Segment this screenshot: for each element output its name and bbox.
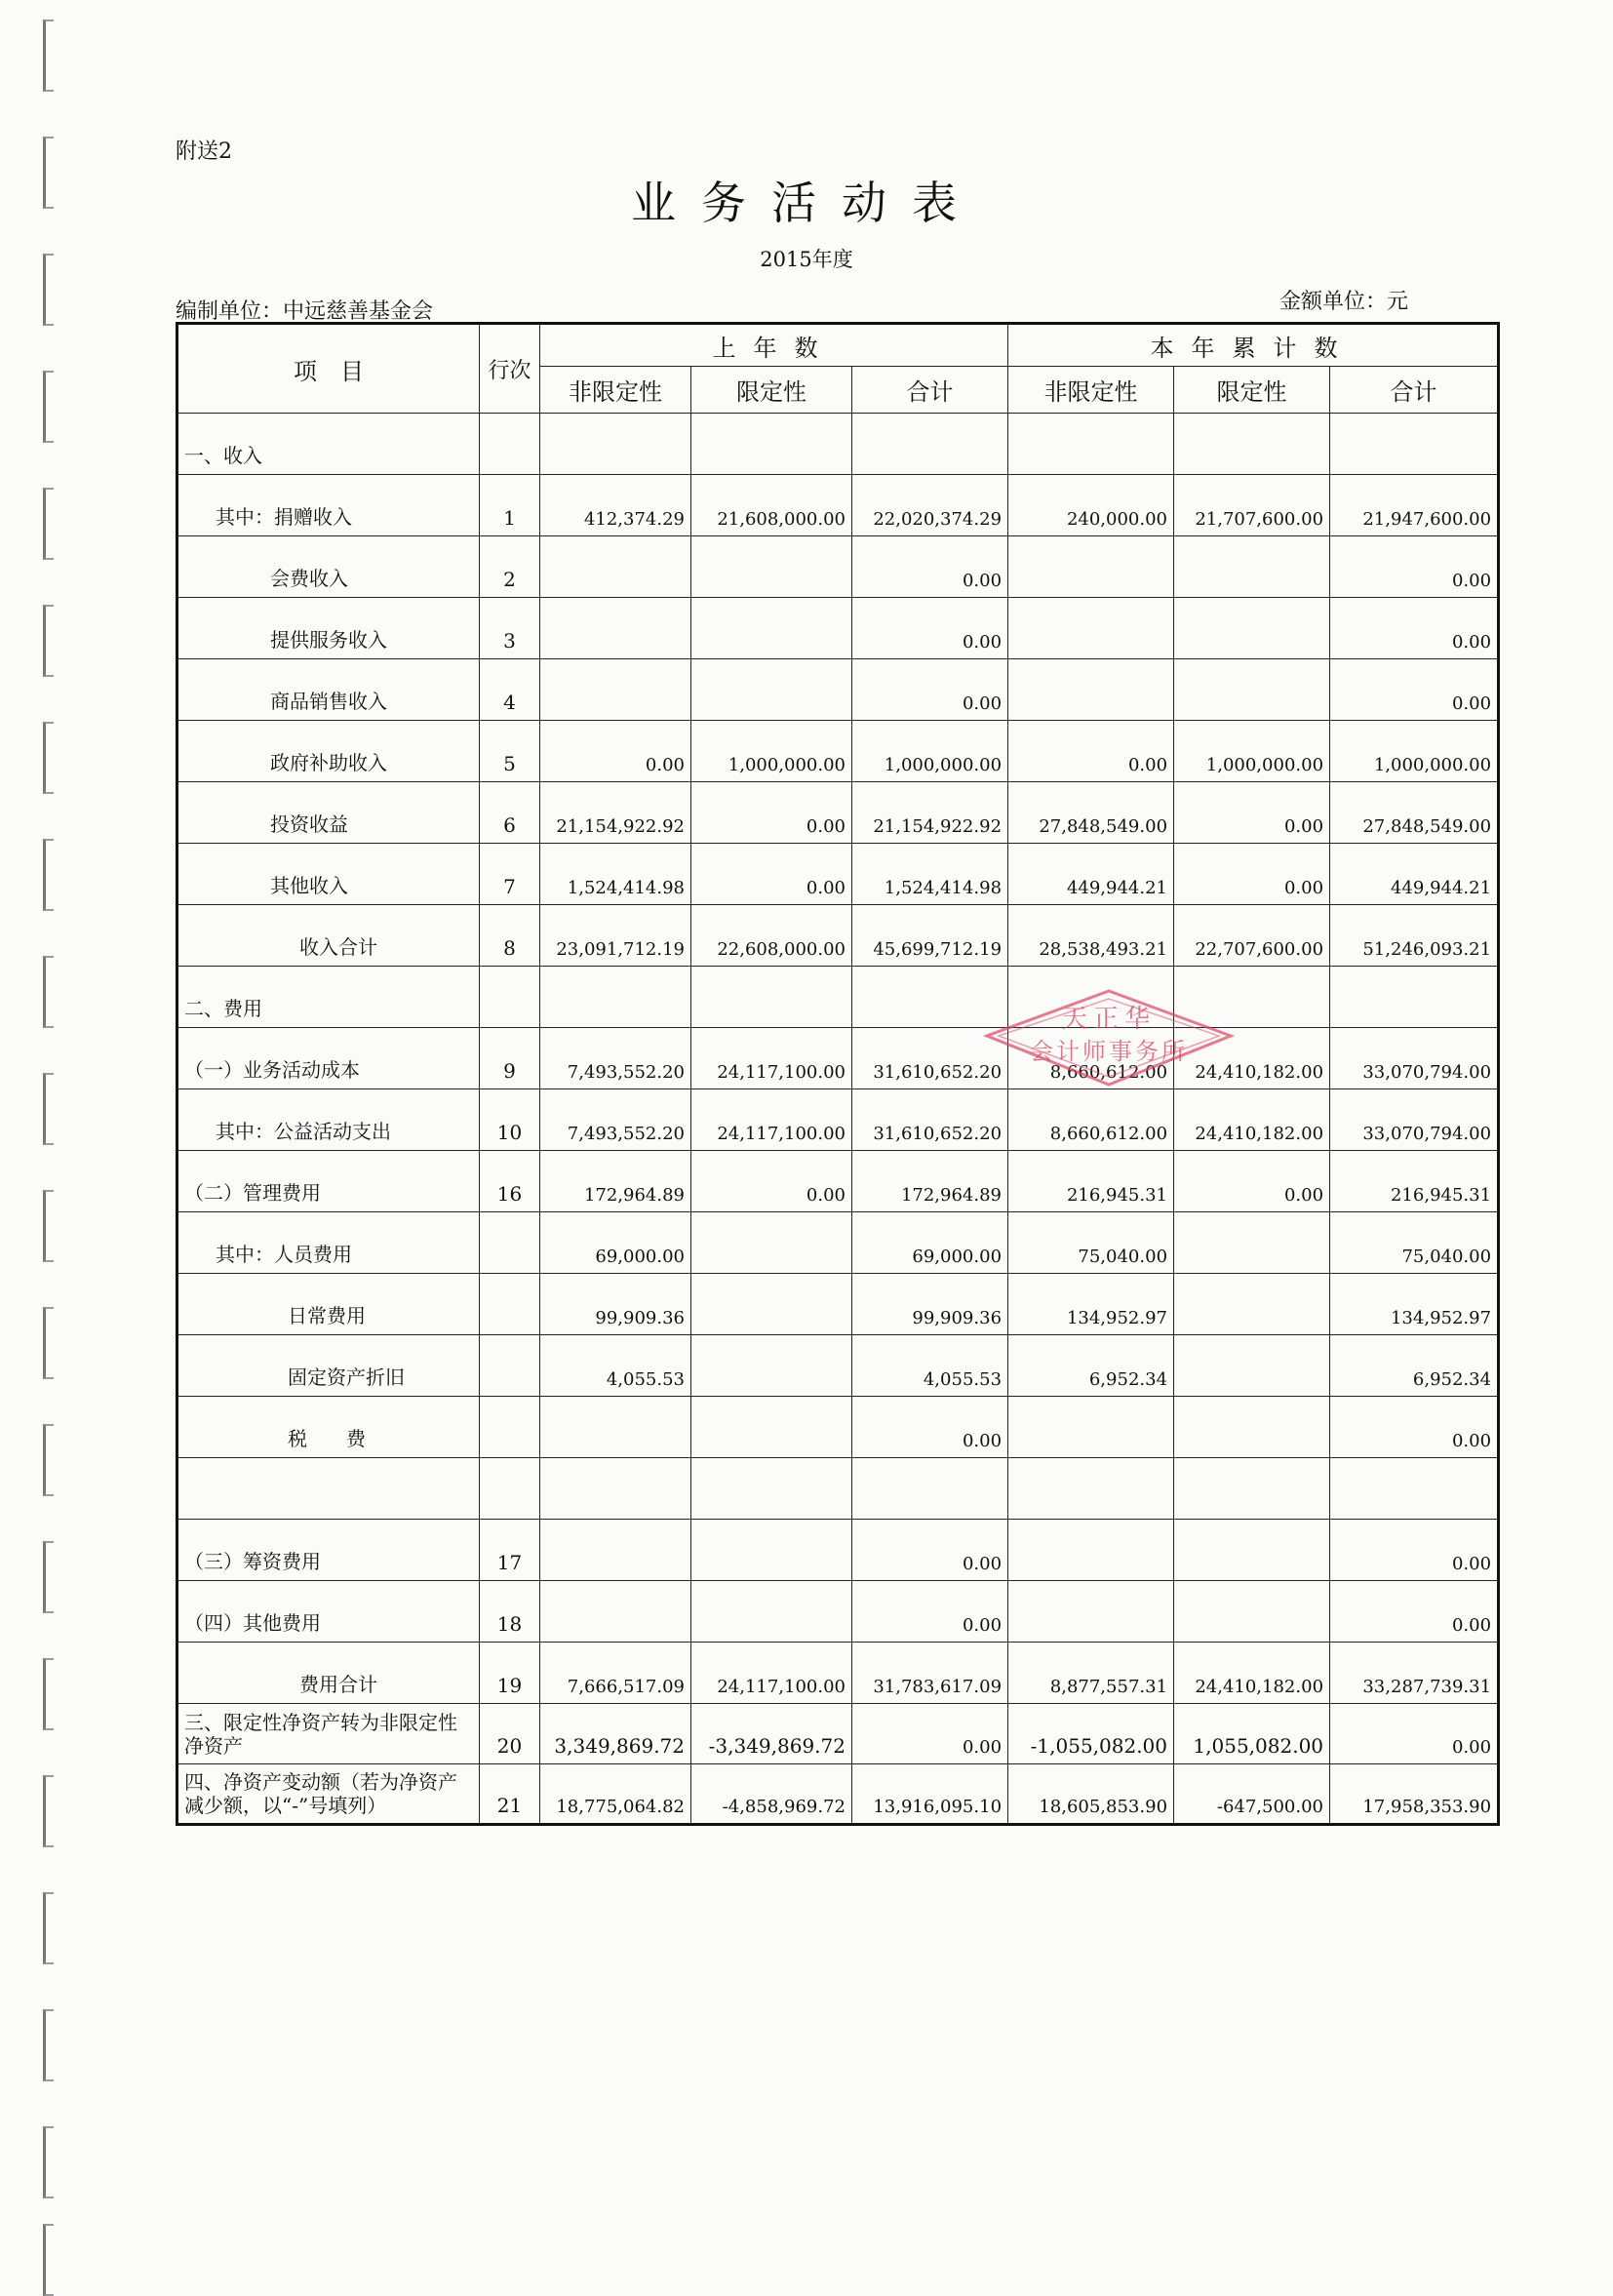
prior-restricted-value xyxy=(691,1458,852,1520)
prior-unrestricted-value xyxy=(540,1458,691,1520)
current-total-value: 1,000,000.00 xyxy=(1330,721,1499,782)
item-column-header: 项 目 xyxy=(177,324,480,414)
current-restricted-value: 22,707,600.00 xyxy=(1174,905,1330,967)
current-unrestricted-value: 449,944.21 xyxy=(1008,844,1174,905)
prior-unrestricted-value: 18,775,064.82 xyxy=(540,1764,691,1825)
prior-restricted-value xyxy=(691,414,852,475)
current-unrestricted-value: 18,605,853.90 xyxy=(1008,1764,1174,1825)
row-label: 三、限定性净资产转为非限定性净资产 xyxy=(177,1704,480,1764)
current-restricted-value xyxy=(1174,1581,1330,1643)
row-line-number: 1 xyxy=(480,475,540,536)
current-unrestricted-value xyxy=(1008,967,1174,1028)
current-restricted-value: 0.00 xyxy=(1174,844,1330,905)
current-unrestricted-value: 6,952.34 xyxy=(1008,1335,1174,1397)
row-label: 政府补助收入 xyxy=(177,721,480,782)
current-total-value: 27,848,549.00 xyxy=(1330,782,1499,844)
prior-unrestricted-value xyxy=(540,1520,691,1581)
attachment-label: 附送2 xyxy=(176,139,232,164)
prior-restricted-value: 0.00 xyxy=(691,844,852,905)
prior-unrestricted-value: 21,154,922.92 xyxy=(540,782,691,844)
current-restricted-value: 0.00 xyxy=(1174,782,1330,844)
prior-total-value: 22,020,374.29 xyxy=(852,475,1008,536)
binder-hole-marks xyxy=(37,20,76,2263)
prior-total-value: 0.00 xyxy=(852,598,1008,659)
current-total-value: 0.00 xyxy=(1330,1704,1499,1764)
prior-unrestricted-value: 7,493,552.20 xyxy=(540,1089,691,1151)
current-unrestricted-value: -1,055,082.00 xyxy=(1008,1704,1174,1764)
report-year: 2015年度 xyxy=(760,248,853,271)
line-number-column-header: 行次 xyxy=(480,324,540,414)
current-restricted-value: 0.00 xyxy=(1174,1151,1330,1212)
prior-total-value xyxy=(852,414,1008,475)
prior-total-value: 1,524,414.98 xyxy=(852,844,1008,905)
prior-unrestricted-value: 69,000.00 xyxy=(540,1212,691,1274)
current-unrestricted-value xyxy=(1008,1458,1174,1520)
current-total-value: 6,952.34 xyxy=(1330,1335,1499,1397)
prior-unrestricted-value: 7,493,552.20 xyxy=(540,1028,691,1089)
current-restricted-value xyxy=(1174,967,1330,1028)
activity-statement-table xyxy=(176,322,1500,1826)
prior-year-group-header: 上年数 xyxy=(540,324,1008,367)
current-restricted-value xyxy=(1174,1212,1330,1274)
current-unrestricted-value: 27,848,549.00 xyxy=(1008,782,1174,844)
row-line-number: 2 xyxy=(480,536,540,598)
current-year-group-header: 本年累计数 xyxy=(1008,324,1499,367)
prior-restricted-value: 22,608,000.00 xyxy=(691,905,852,967)
current-restricted-value xyxy=(1174,536,1330,598)
prior-total-value xyxy=(852,967,1008,1028)
table-row xyxy=(177,1704,1499,1764)
current-restricted-value: 24,410,182.00 xyxy=(1174,1643,1330,1704)
current-unrestricted-value: 216,945.31 xyxy=(1008,1151,1174,1212)
prior-restricted-header: 限定性 xyxy=(691,367,852,414)
prior-total-value: 69,000.00 xyxy=(852,1212,1008,1274)
prior-unrestricted-value xyxy=(540,598,691,659)
current-unrestricted-value: 134,952.97 xyxy=(1008,1274,1174,1335)
row-label: 四、净资产变动额（若为净资产减少额，以“-”号填列） xyxy=(177,1764,480,1825)
row-label: 提供服务收入 xyxy=(177,598,480,659)
prior-total-value xyxy=(852,1458,1008,1520)
row-label: 税 费 xyxy=(177,1397,480,1458)
current-total-value: 216,945.31 xyxy=(1330,1151,1499,1212)
table-row xyxy=(177,1151,1499,1212)
row-line-number: 9 xyxy=(480,1028,540,1089)
table-row xyxy=(177,1212,1499,1274)
prior-total-value: 4,055.53 xyxy=(852,1335,1008,1397)
row-line-number xyxy=(480,1274,540,1335)
table-row xyxy=(177,1089,1499,1151)
current-unrestricted-header: 非限定性 xyxy=(1008,367,1174,414)
row-label: 商品销售收入 xyxy=(177,659,480,721)
current-total-header: 合计 xyxy=(1330,367,1499,414)
prior-unrestricted-value: 99,909.36 xyxy=(540,1274,691,1335)
prior-unrestricted-value xyxy=(540,414,691,475)
current-restricted-value: 1,055,082.00 xyxy=(1174,1704,1330,1764)
row-label: 其中：公益活动支出 xyxy=(177,1089,480,1151)
currency-unit: 金额单位：元 xyxy=(1279,290,1409,314)
current-unrestricted-value: 0.00 xyxy=(1008,721,1174,782)
row-label: （二）管理费用 xyxy=(177,1151,480,1212)
current-total-value: 134,952.97 xyxy=(1330,1274,1499,1335)
row-line-number: 18 xyxy=(480,1581,540,1643)
current-total-value: 33,070,794.00 xyxy=(1330,1089,1499,1151)
table-row xyxy=(177,1520,1499,1581)
prior-restricted-value: 24,117,100.00 xyxy=(691,1089,852,1151)
document-title: 业务活动表 xyxy=(631,177,982,229)
prior-total-value: 172,964.89 xyxy=(852,1151,1008,1212)
prior-total-value: 31,783,617.09 xyxy=(852,1643,1008,1704)
table-row xyxy=(177,1335,1499,1397)
current-unrestricted-value xyxy=(1008,1520,1174,1581)
current-restricted-value xyxy=(1174,1458,1330,1520)
prior-total-header: 合计 xyxy=(852,367,1008,414)
current-restricted-value xyxy=(1174,659,1330,721)
prior-restricted-value xyxy=(691,536,852,598)
prior-unrestricted-value: 23,091,712.19 xyxy=(540,905,691,967)
row-label: 会费收入 xyxy=(177,536,480,598)
table-row xyxy=(177,844,1499,905)
current-restricted-value xyxy=(1174,598,1330,659)
table-row xyxy=(177,967,1499,1028)
prior-total-value: 0.00 xyxy=(852,1581,1008,1643)
prior-restricted-value: -4,858,969.72 xyxy=(691,1764,852,1825)
prior-unrestricted-value xyxy=(540,536,691,598)
prior-unrestricted-value: 412,374.29 xyxy=(540,475,691,536)
table-row xyxy=(177,1458,1499,1520)
current-restricted-header: 限定性 xyxy=(1174,367,1330,414)
current-unrestricted-value: 8,660,612.00 xyxy=(1008,1089,1174,1151)
row-line-number xyxy=(480,1458,540,1520)
table-row xyxy=(177,1274,1499,1335)
prior-restricted-value xyxy=(691,1397,852,1458)
row-line-number: 10 xyxy=(480,1089,540,1151)
row-line-number: 7 xyxy=(480,844,540,905)
prior-total-value: 1,000,000.00 xyxy=(852,721,1008,782)
current-restricted-value xyxy=(1174,1520,1330,1581)
current-restricted-value xyxy=(1174,1397,1330,1458)
current-unrestricted-value xyxy=(1008,659,1174,721)
prior-total-value: 0.00 xyxy=(852,536,1008,598)
prior-total-value: 0.00 xyxy=(852,659,1008,721)
prior-restricted-value: 24,117,100.00 xyxy=(691,1028,852,1089)
current-unrestricted-value xyxy=(1008,598,1174,659)
prior-restricted-value: -3,349,869.72 xyxy=(691,1704,852,1764)
row-label: （三）筹资费用 xyxy=(177,1520,480,1581)
table-row xyxy=(177,598,1499,659)
row-label: 其中：人员费用 xyxy=(177,1212,480,1274)
current-restricted-value: -647,500.00 xyxy=(1174,1764,1330,1825)
row-line-number: 6 xyxy=(480,782,540,844)
prior-total-value: 31,610,652.20 xyxy=(852,1028,1008,1089)
prior-total-value: 0.00 xyxy=(852,1704,1008,1764)
current-total-value: 75,040.00 xyxy=(1330,1212,1499,1274)
row-line-number xyxy=(480,1335,540,1397)
table-row xyxy=(177,659,1499,721)
prior-total-value: 0.00 xyxy=(852,1520,1008,1581)
row-label xyxy=(177,1458,480,1520)
table-row xyxy=(177,1764,1499,1825)
row-label: 费用合计 xyxy=(177,1643,480,1704)
prior-restricted-value: 24,117,100.00 xyxy=(691,1643,852,1704)
auditor-seal-firm: 会计师事务所 xyxy=(1030,1038,1188,1065)
table-row xyxy=(177,905,1499,967)
row-line-number: 3 xyxy=(480,598,540,659)
table-row xyxy=(177,782,1499,844)
current-total-value xyxy=(1330,414,1499,475)
prior-unrestricted-value: 0.00 xyxy=(540,721,691,782)
auditor-seal-name: 天正华 xyxy=(1061,1005,1156,1034)
prior-unrestricted-value: 172,964.89 xyxy=(540,1151,691,1212)
current-restricted-value xyxy=(1174,1335,1330,1397)
prior-total-value: 13,916,095.10 xyxy=(852,1764,1008,1825)
row-label: 一、收入 xyxy=(177,414,480,475)
prior-total-value: 21,154,922.92 xyxy=(852,782,1008,844)
current-restricted-value xyxy=(1174,1274,1330,1335)
current-unrestricted-value: 8,877,557.31 xyxy=(1008,1643,1174,1704)
prior-restricted-value: 0.00 xyxy=(691,782,852,844)
row-label: 其他收入 xyxy=(177,844,480,905)
current-unrestricted-value: 8,660,612.00 xyxy=(1008,1028,1174,1089)
prior-restricted-value xyxy=(691,967,852,1028)
current-restricted-value xyxy=(1174,414,1330,475)
prior-total-value: 0.00 xyxy=(852,1397,1008,1458)
table-row xyxy=(177,414,1499,475)
current-restricted-value: 21,707,600.00 xyxy=(1174,475,1330,536)
row-line-number xyxy=(480,414,540,475)
table-row xyxy=(177,1397,1499,1458)
current-unrestricted-value xyxy=(1008,1581,1174,1643)
current-total-value: 21,947,600.00 xyxy=(1330,475,1499,536)
prior-total-value: 31,610,652.20 xyxy=(852,1089,1008,1151)
prior-total-value: 99,909.36 xyxy=(852,1274,1008,1335)
prior-unrestricted-header: 非限定性 xyxy=(540,367,691,414)
row-line-number: 19 xyxy=(480,1643,540,1704)
prior-unrestricted-value: 4,055.53 xyxy=(540,1335,691,1397)
prior-restricted-value xyxy=(691,1335,852,1397)
current-total-value: 0.00 xyxy=(1330,1581,1499,1643)
current-total-value: 33,070,794.00 xyxy=(1330,1028,1499,1089)
row-label: （四）其他费用 xyxy=(177,1581,480,1643)
preparing-organization: 编制单位：中远慈善基金会 xyxy=(176,299,434,324)
prior-restricted-value xyxy=(691,598,852,659)
row-line-number: 20 xyxy=(480,1704,540,1764)
table-row xyxy=(177,536,1499,598)
row-line-number: 21 xyxy=(480,1764,540,1825)
row-label: 收入合计 xyxy=(177,905,480,967)
prior-restricted-value xyxy=(691,1212,852,1274)
current-unrestricted-value: 75,040.00 xyxy=(1008,1212,1174,1274)
current-unrestricted-value xyxy=(1008,536,1174,598)
row-line-number: 5 xyxy=(480,721,540,782)
prior-restricted-value xyxy=(691,1274,852,1335)
row-label: 投资收益 xyxy=(177,782,480,844)
current-total-value: 0.00 xyxy=(1330,1397,1499,1458)
table-row xyxy=(177,1643,1499,1704)
prior-unrestricted-value xyxy=(540,967,691,1028)
prior-unrestricted-value: 3,349,869.72 xyxy=(540,1704,691,1764)
prior-unrestricted-value: 1,524,414.98 xyxy=(540,844,691,905)
row-label: 日常费用 xyxy=(177,1274,480,1335)
prior-unrestricted-value xyxy=(540,1581,691,1643)
row-line-number xyxy=(480,1212,540,1274)
prior-restricted-value: 21,608,000.00 xyxy=(691,475,852,536)
row-line-number: 8 xyxy=(480,905,540,967)
current-unrestricted-value: 240,000.00 xyxy=(1008,475,1174,536)
prior-restricted-value xyxy=(691,659,852,721)
current-restricted-value: 1,000,000.00 xyxy=(1174,721,1330,782)
current-total-value: 0.00 xyxy=(1330,659,1499,721)
current-restricted-value: 24,410,182.00 xyxy=(1174,1028,1330,1089)
current-total-value xyxy=(1330,1458,1499,1520)
current-total-value: 0.00 xyxy=(1330,536,1499,598)
row-label: 固定资产折旧 xyxy=(177,1335,480,1397)
row-line-number: 17 xyxy=(480,1520,540,1581)
current-total-value: 17,958,353.90 xyxy=(1330,1764,1499,1825)
row-line-number: 16 xyxy=(480,1151,540,1212)
row-line-number: 4 xyxy=(480,659,540,721)
prior-restricted-value: 0.00 xyxy=(691,1151,852,1212)
prior-restricted-value xyxy=(691,1520,852,1581)
prior-unrestricted-value xyxy=(540,1397,691,1458)
current-total-value: 0.00 xyxy=(1330,1520,1499,1581)
current-total-value: 51,246,093.21 xyxy=(1330,905,1499,967)
prior-restricted-value: 1,000,000.00 xyxy=(691,721,852,782)
row-line-number xyxy=(480,1397,540,1458)
current-total-value xyxy=(1330,967,1499,1028)
table-row xyxy=(177,721,1499,782)
prior-total-value: 45,699,712.19 xyxy=(852,905,1008,967)
current-unrestricted-value xyxy=(1008,414,1174,475)
row-label: （一）业务活动成本 xyxy=(177,1028,480,1089)
table-row xyxy=(177,1028,1499,1089)
current-total-value: 0.00 xyxy=(1330,598,1499,659)
current-restricted-value: 24,410,182.00 xyxy=(1174,1089,1330,1151)
table-row xyxy=(177,475,1499,536)
row-label: 二、费用 xyxy=(177,967,480,1028)
table-row xyxy=(177,1581,1499,1643)
prior-unrestricted-value xyxy=(540,659,691,721)
current-unrestricted-value: 28,538,493.21 xyxy=(1008,905,1174,967)
current-total-value: 33,287,739.31 xyxy=(1330,1643,1499,1704)
current-unrestricted-value xyxy=(1008,1397,1174,1458)
row-label: 其中：捐赠收入 xyxy=(177,475,480,536)
current-total-value: 449,944.21 xyxy=(1330,844,1499,905)
prior-unrestricted-value: 7,666,517.09 xyxy=(540,1643,691,1704)
prior-restricted-value xyxy=(691,1581,852,1643)
row-line-number xyxy=(480,967,540,1028)
